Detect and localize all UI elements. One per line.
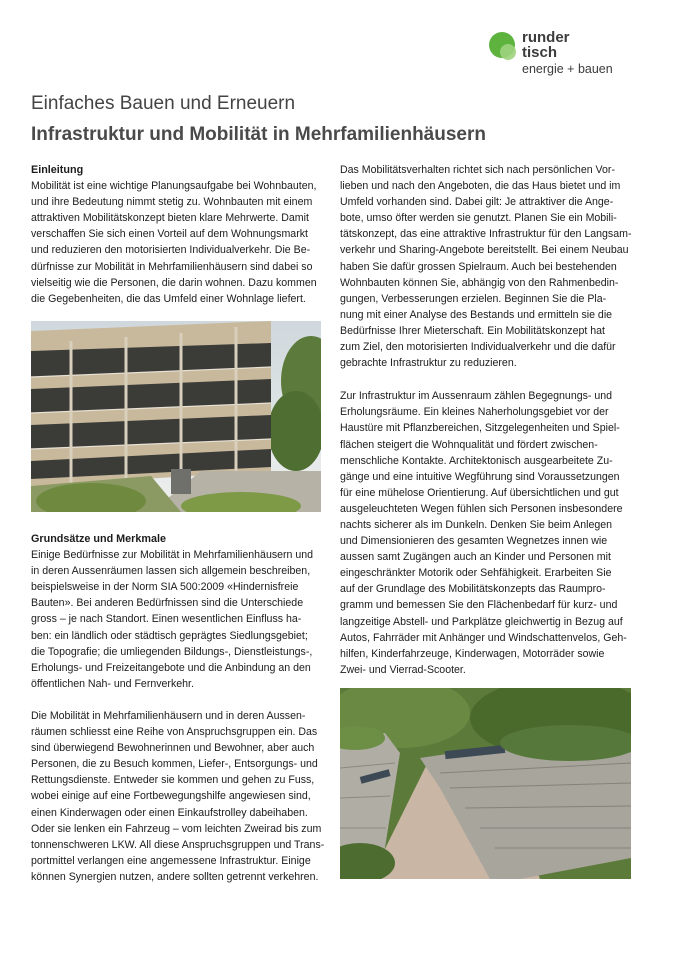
text-line: portmittel verlangen eine angemessene Infrastruktur. Einige	[31, 854, 311, 867]
text-line: öffentlichen Nah- und Fernverkehr.	[31, 677, 194, 690]
text-line: auf der Grundlage des Mobilitätskonzepts das Raumpro-	[340, 583, 606, 596]
text-line: zum Ziel, den motorisierten Individualverkehr und die dafür	[340, 341, 616, 354]
text-line: haben Sie dafür grossen Spielraum. Auch bei bestehenden	[340, 260, 617, 273]
text-line: aussen samt Zugängen auch an Kinder und Personen mit	[340, 551, 611, 564]
text-line: vielseitig wie die Personen, die darin wohnen. Dazu kommen	[31, 276, 317, 289]
text-line: gungen, Verbesserungen erzielen. Beginnen Sie die Pla-	[340, 292, 607, 305]
text-line: langzeitige Abstell- und Parkplätze gleichwertig in Bezug auf	[340, 615, 623, 628]
apartment-building-photo	[31, 321, 321, 512]
text-line: eingeschränkter Motorik oder Sehfähigkeit. Erarbeiten Sie	[340, 567, 612, 580]
text-line: Einige Bedürfnisse zur Mobilität in Mehrfamilienhäusern und	[31, 549, 314, 562]
text-line: und ihre Bedeutung nimmt stetig zu. Wohnbauten mit einem	[31, 196, 313, 209]
runder-tisch-logo	[489, 28, 639, 84]
right-column	[340, 162, 640, 678]
text-line: verschaffen Sie sich einen Vorteil auf dem Wohnungsmarkt	[31, 228, 308, 241]
text-line: Wohnbauten können Sie, abhängig von den Rahmenbedin-	[340, 276, 619, 289]
text-line: Die Mobilität in Mehrfamilienhäusern und in deren Aussen-	[31, 709, 306, 722]
principles-section	[31, 531, 331, 885]
text-line: lieben und nach den Angeboten, die das Haus bietet und im	[340, 180, 621, 193]
text-line: Zur Infrastruktur im Aussenraum zählen Begegnungs- und	[340, 390, 613, 403]
text-line: können Synergien nutzen, andere sollten getrennt verkehren.	[31, 870, 319, 883]
text-line: hilfen, Kinderfahrzeuge, Kinderwagen, Motorräder sowie	[340, 647, 605, 660]
text-line: Umfeld vorhanden sind. Dabei gilt: Je attraktiver die Ange-	[340, 196, 614, 209]
text-line: gebrachte Infrastruktur zu reduzieren.	[340, 357, 517, 370]
text-line: ben: ein ländlich oder städtisch geprägtes Siedlungsgebiet;	[31, 629, 308, 642]
users-paragraph	[31, 708, 331, 885]
text-line: Erholungsräume. Ein kleines Naherholungsgebiet vor der	[340, 406, 609, 419]
text-line: die Topografie; die umliegenden Bildungs-, Dienstleistungs-,	[31, 645, 313, 658]
text-line: tätskonzept, das eine attraktive Infrastruktur für den Langsam-	[340, 228, 632, 241]
text-line: Bedürfnisse Ihrer Mieterschaft. Ein Mobilitätskonzept hat	[340, 324, 605, 337]
text-line: gänge und eine intuitive Wegführung sind Voraussetzungen	[340, 470, 620, 483]
text-line: dürfnisse zur Mobilität in Mehrfamilienhäusern sind dabei so	[31, 260, 313, 273]
text-line: bote, umso öfter werden sie genutzt. Planen Sie ein Mobili-	[340, 212, 617, 225]
logo-circle-overlay-icon	[500, 44, 516, 60]
text-line: beispielsweise in der Norm SIA 500:2009 «Hindernisfreie	[31, 581, 299, 594]
text-line: nachts sicherer als im Dunkeln. Denken Sie beim Anlegen	[340, 518, 613, 531]
intro-section	[31, 162, 331, 307]
text-line: gramm und bemessen Sie den Flächenbedarf für kurz- und	[340, 599, 618, 612]
text-line: in deren Aussenräumen lassen sich allgemein beschreiben,	[31, 565, 311, 578]
text-line: gross – je nach Standort. Einen wesentlichen Einfluss ha-	[31, 613, 302, 626]
text-line: Personen, die zu Besuch kommen, Liefer-, Entsorgungs- und	[31, 758, 318, 771]
text-line: Haustüre mit Pflanzbereichen, Sitzgelegenheiten und Spiel-	[340, 422, 620, 435]
text-line: Bauten». Bei anderen Bedürfnissen sind die Unterschiede	[31, 597, 304, 610]
outdoor-paragraph	[340, 388, 640, 678]
text-line: flächen steigert die Wohnqualität und fördert zwischen-	[340, 438, 598, 451]
text-line: Mobilität ist eine wichtige Planungsaufgabe bei Wohnbauten,	[31, 180, 317, 193]
intro-heading: Einleitung	[31, 164, 84, 176]
logo-line-2: tisch	[522, 44, 558, 61]
text-line: ausgeleuchteten Wegen fühlen sich Personen insbesondere	[340, 502, 623, 515]
text-line: attraktiven Mobilitätskonzept bieten klare Mehrwerte. Damit	[31, 212, 309, 225]
text-line: Rettungsdienste. Entweder sie kommen und gehen zu Fuss,	[31, 774, 315, 787]
text-line: menschliche Kontakte. Architektonisch ausgearbeitete Zu-	[340, 454, 613, 467]
text-line: und reduzieren den motorisierten Individualverkehr. Die Be-	[31, 244, 311, 257]
series-title: Einfaches Bauen und Erneuern	[31, 93, 296, 114]
text-line: tonnenschweren LKW. All diese Anspruchsgruppen und Trans-	[31, 838, 325, 851]
text-line: und Dimensionieren des gesamten Wegnetzes innen wie	[340, 535, 608, 548]
text-line: einen Kinderwagen oder einen Einkaufstrolley dabeihaben.	[31, 806, 308, 819]
text-line: Erholungs- und Freizeitangebote und die Anbindung an den	[31, 661, 311, 674]
text-line: für eine mühelose Orientierung. Auf übersichtlichen und gut	[340, 486, 619, 499]
text-line: nung mit einer Analyse des Bestands und ermitteln sie die	[340, 308, 613, 321]
behaviour-paragraph	[340, 162, 640, 371]
text-line: Zwei- und Vierrad-Scooter.	[340, 663, 466, 676]
text-line: verkehr und Sharing-Angebote bereitstellt. Bei einem Neubau	[340, 244, 629, 257]
intro-paragraph	[31, 178, 331, 307]
garden-photo	[340, 688, 631, 879]
text-line: sind überwiegend Bewohnerinnen und Bewohner, aber auch	[31, 742, 315, 755]
logo-line-3: energie + bauen	[522, 62, 613, 76]
principles-heading: Grundsätze und Merkmale	[31, 533, 166, 545]
text-line: Oder sie lenken ein Fahrzeug – vom leichten Zweirad bis zum	[31, 822, 322, 835]
text-line: wobei einige auf eine Fortbewegungshilfe angewiesen sind,	[31, 790, 311, 803]
text-line: Das Mobilitätsverhalten richtet sich nach persönlichen Vor-	[340, 164, 615, 176]
text-line: räumen schliesst eine Reihe von Anspruchsgruppen ein. Das	[31, 726, 318, 739]
text-line: die Gegebenheiten, die das Umfeld einer Wohnlage liefert.	[31, 292, 306, 305]
principles-paragraph	[31, 547, 331, 692]
text-line: Autos, Fahrräder mit Anhänger und Windschattenvelos, Geh-	[340, 631, 627, 644]
logo-line-1: runder	[522, 29, 570, 46]
page-title: Infrastruktur und Mobilität in Mehrfamilienhäusern	[31, 124, 486, 145]
